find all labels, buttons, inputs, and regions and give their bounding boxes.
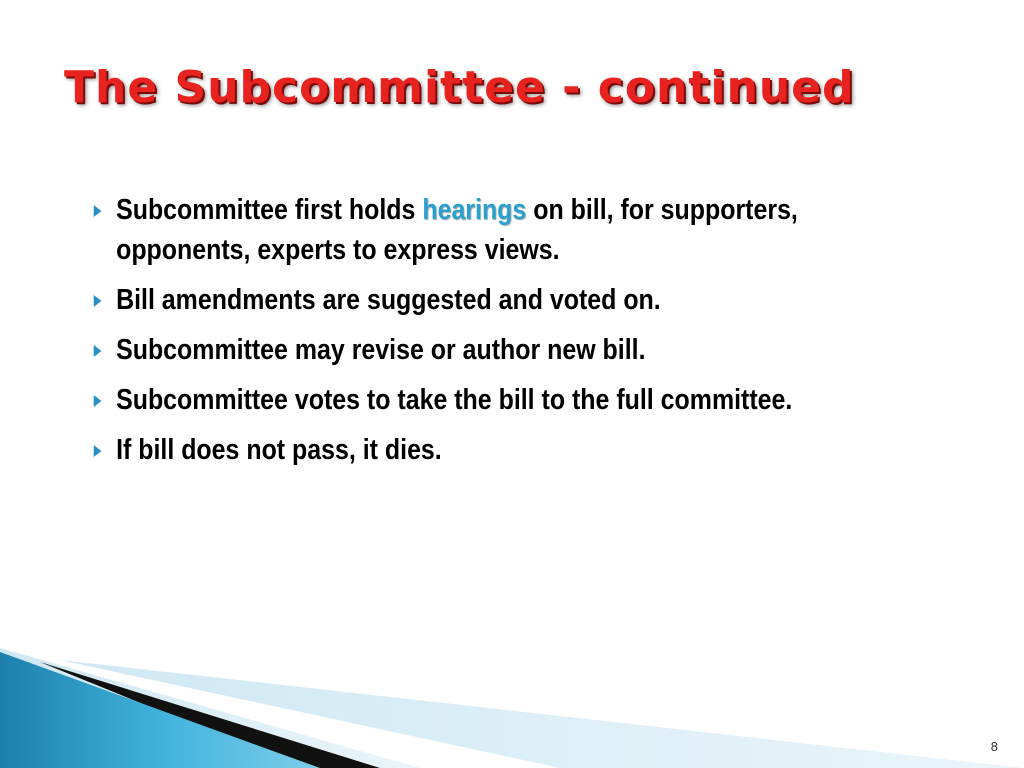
bullet-item-dies	[92, 430, 924, 470]
triangle-bullet-icon	[94, 295, 102, 307]
bullet-item-amendments	[92, 280, 924, 320]
bullet-list	[92, 190, 932, 480]
bullet-text: If bill does not pass, it dies.	[116, 434, 442, 466]
bullet-text: Subcommittee votes to take the bill to the full committee.	[116, 384, 793, 416]
triangle-bullet-icon	[94, 395, 102, 407]
slide-title: The Subcommittee - continued	[64, 62, 855, 113]
bullet-text: Subcommittee may revise or author new bill.	[116, 334, 646, 366]
page-number: 8	[990, 739, 998, 754]
bullet-item-revise	[92, 330, 924, 370]
bullet-text-end: on bill, for supporters, opponents, experts to express views.	[116, 194, 798, 266]
bullet-item-hearings	[92, 190, 924, 270]
hearings-highlight: hearings	[422, 194, 527, 226]
bullet-text-start: Subcommittee first holds	[116, 194, 423, 226]
bullet-text: Bill amendments are suggested and voted on.	[116, 284, 661, 316]
triangle-bullet-icon	[94, 345, 102, 357]
bullet-item-votes	[92, 380, 924, 420]
triangle-bullet-icon	[94, 445, 102, 457]
triangle-bullet-icon	[94, 205, 102, 217]
